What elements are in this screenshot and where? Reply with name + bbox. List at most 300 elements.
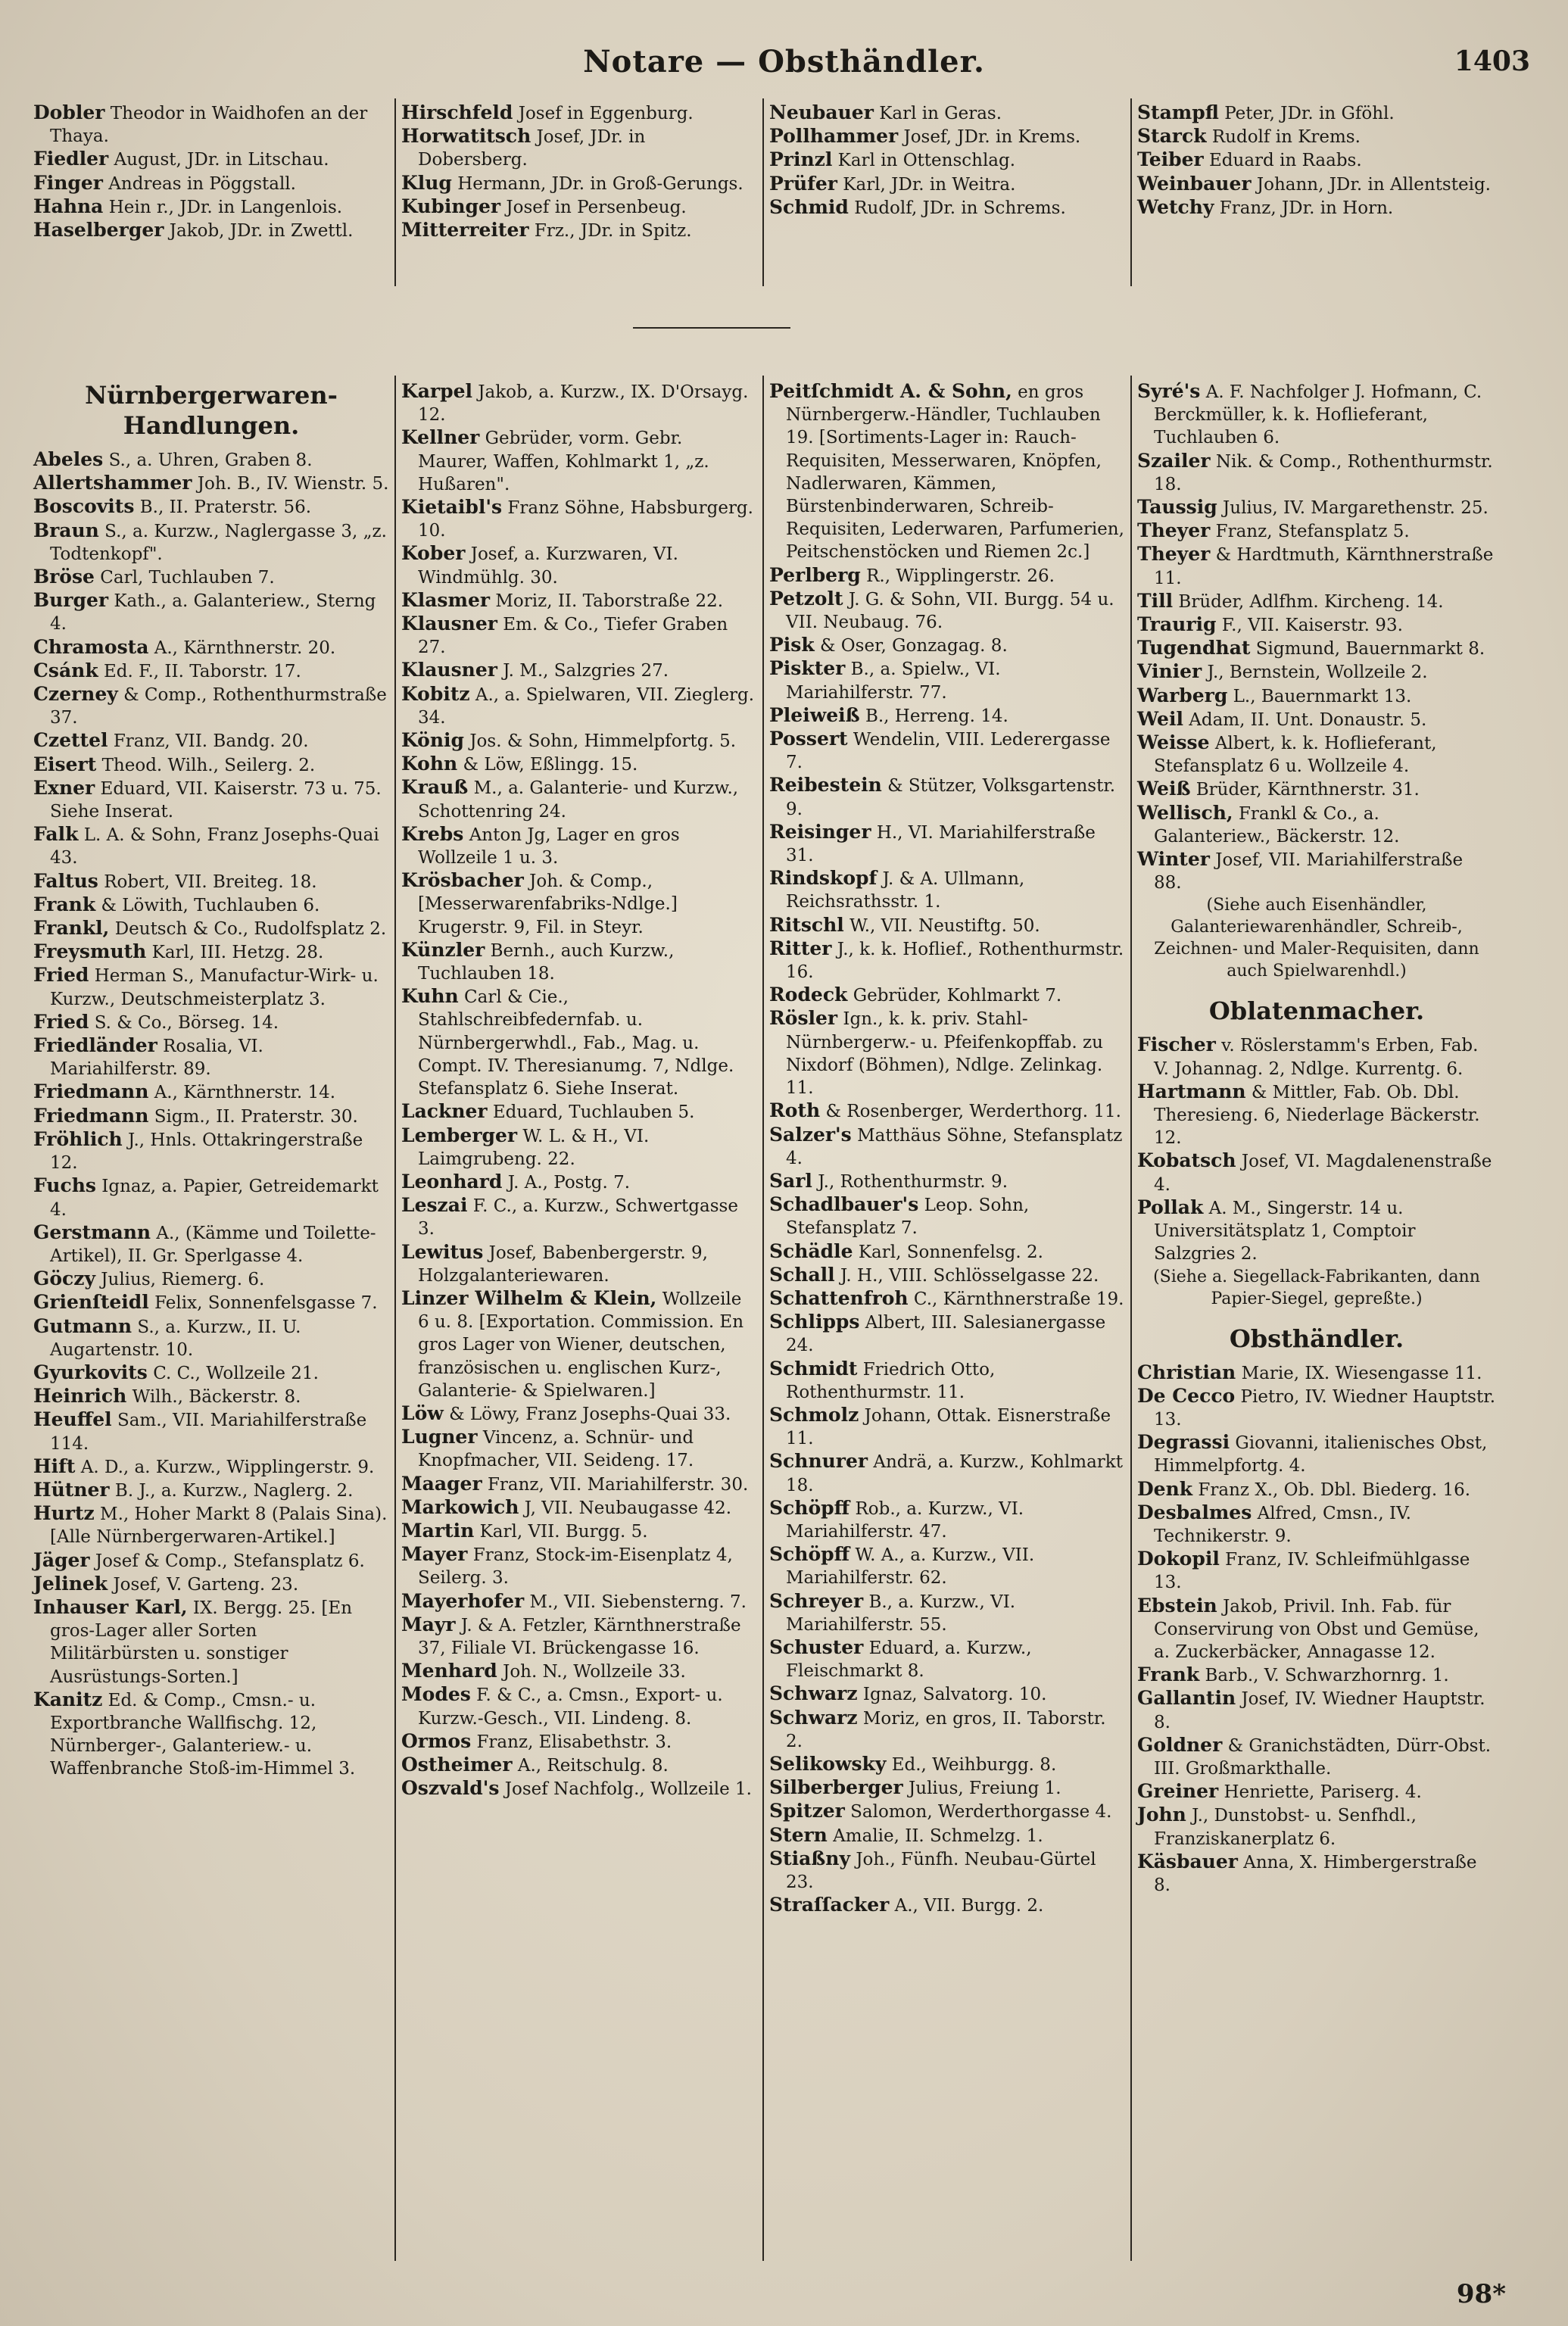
entry-details: Albert, k. k. Hoflieferant, Stefansplatz 6 u. Wollzeile 4. (1154, 734, 1437, 777)
entry-name: Kanitz (33, 1688, 103, 1710)
entry-details: B., Herreng. 14. (865, 706, 1008, 726)
entry-name: Schwarz (769, 1682, 858, 1705)
entry-details: W. A., a. Kurzw., VII. Mariahilferstr. 62. (786, 1545, 1035, 1589)
section-heading: Oblatenmacher. (1208, 996, 1425, 1026)
entry-name: Mayr (401, 1613, 456, 1635)
entry-details: Pietro, IV. Wiedner Hauptstr. 13. (1154, 1386, 1496, 1430)
section-heading: Obsthändler. (1229, 1324, 1404, 1353)
entry-details: Karl in Ottenschlag. (837, 151, 1016, 171)
directory-entry (401, 823, 757, 869)
directory-entry (769, 1497, 1125, 1543)
directory-entry (769, 984, 1125, 1007)
entry-details: B., II. Praterstr. 56. (139, 497, 312, 518)
directory-entry (33, 1549, 389, 1573)
directory-entry (769, 1800, 1125, 1823)
page-header (0, 44, 1568, 89)
entry-details: Frankl & Co., a. Galanteriew., Bäckerstr. 12. (1154, 803, 1400, 847)
entry-name: Friedmann (33, 1080, 149, 1103)
column-3 (769, 380, 1125, 1917)
directory-entry (401, 589, 757, 613)
entry-name: Dobler (33, 101, 105, 123)
directory-entry (33, 148, 389, 171)
directory-entry (401, 1171, 757, 1194)
directory-entry (33, 219, 389, 242)
entry-details: Eduard, a. Kurzw., Fleischmarkt 8. (786, 1638, 1032, 1682)
entry-name: Neubauer (769, 101, 874, 123)
entry-name: Braun (33, 519, 99, 541)
entry-details: Franz, Stock-im-Eisenplatz 4, Seilerg. 3. (418, 1545, 733, 1589)
entry-details: Jakob, Privil. Inh. Fab. für Conservirung von Obst und Gemüse, a. Zuckerbäcker, Annagasse 12. (1154, 1596, 1479, 1662)
entry-details: J., k. k. Hoflief., Rothenthurmstr. 16. (786, 939, 1124, 983)
entry-name: Stiaßny (769, 1847, 850, 1869)
entry-name: Gutmann (33, 1314, 132, 1337)
entry-name: Greiner (1137, 1780, 1219, 1803)
directory-entry (769, 1847, 1125, 1894)
directory-entry (769, 1753, 1125, 1776)
entry-name: Schattenfroh (769, 1286, 909, 1309)
entry-details: R., Wipplingerstr. 26. (866, 566, 1055, 586)
directory-entry (33, 1291, 389, 1314)
entry-name: Fiedler (33, 148, 109, 170)
entry-details: Jakob, JDr. in Zwettl. (169, 221, 354, 242)
entry-details: B., a. Kurzw., VI. Mariahilferstr. 55. (786, 1592, 1016, 1635)
directory-entry (1137, 173, 1493, 196)
entry-details: Moriz, en gros, II. Taborstr. 2. (786, 1708, 1106, 1751)
entry-name: Gyurkovits (33, 1361, 148, 1383)
entry-details: & Mittler, Fab. Ob. Dbl. Theresieng. 6, Niederlage Bäckerstr. 12. (1154, 1082, 1480, 1149)
entry-details: Matthäus Söhne, Stefansplatz 4. (786, 1125, 1123, 1168)
entry-details: Karl in Geras. (879, 104, 1002, 123)
entry-name: Warberg (1137, 684, 1228, 706)
entry-details: IX. Bergg. 25. [En gros-Lager aller Sorten Militärbürsten u. sonstiger Ausrüstungs-Sorten.] (50, 1598, 353, 1687)
entry-name: Salzer's (769, 1123, 852, 1146)
directory-entry (401, 219, 757, 242)
entry-name: Hartmann (1137, 1080, 1246, 1102)
entry-name: Piskter (769, 657, 846, 680)
entry-name: Perlberg (769, 563, 861, 586)
entry-name: Lemberger (401, 1124, 518, 1146)
directory-entry (33, 917, 389, 940)
entry-details: Julius, Riemerg. 6. (101, 1270, 265, 1290)
directory-entry (401, 939, 757, 985)
column-rule (394, 98, 396, 286)
entry-details: J. & A. Fetzler, Kärnthnerstraße 37, Filiale VI. Brückengasse 16. (418, 1615, 741, 1658)
entry-name: Ebstein (1137, 1594, 1217, 1617)
entry-details: J., Hnls. Ottakringerstraße 12. (50, 1130, 363, 1174)
entry-name: Inhauser Karl, (33, 1595, 188, 1618)
entry-details: Franz, JDr. in Horn. (1219, 198, 1394, 218)
entry-details: Bernh., auch Kurzw., Tuchlauben 18. (418, 940, 675, 984)
entry-details: Joh. N., Wollzeile 33. (503, 1662, 686, 1682)
entry-details: Ed. F., II. Taborstr. 17. (103, 661, 301, 681)
entry-details: J. & A. Ullmann, Reichsrathsstr. 1. (786, 869, 1025, 912)
entry-name: Klug (401, 171, 452, 194)
entry-details: Herman S., Manufactur-Wirk- u. Kurzw., Deutschmeisterplatz 3. (50, 966, 379, 1009)
entry-details: Frz., JDr. in Spitz. (534, 221, 692, 242)
entry-name: Schmolz (769, 1403, 859, 1426)
directory-entry (769, 173, 1125, 196)
entry-details: Wilh., Bäckerstr. 8. (132, 1387, 301, 1408)
entry-details: Adam, II. Unt. Donaustr. 5. (1189, 709, 1427, 730)
entry-name: Ritter (769, 937, 832, 959)
cross-reference-note: (Siehe auch Eisenhändler, Galanteriewarenhändler, Schreib-, Zeichnen- und Maler-Requisiten, dann auch Spielwarenhdl.) (1154, 896, 1479, 981)
entry-details: Jos. & Sohn, Himmelpfortg. 5. (469, 731, 737, 752)
entry-details: Giovanni, italienisches Obst, Himmelpfortg. 4. (1154, 1433, 1488, 1476)
entry-details: Karl, VII. Burgg. 5. (479, 1521, 648, 1542)
directory-entry (769, 1636, 1125, 1682)
entry-name: Traurig (1137, 613, 1217, 636)
directory-entry (33, 729, 389, 753)
entry-name: Löw (401, 1402, 444, 1424)
entry-name: Kober (401, 542, 466, 565)
directory-entry (33, 1408, 389, 1455)
entry-details: Sigmund, Bauernmarkt 8. (1255, 639, 1485, 659)
entry-details: Joh. B., IV. Wienstr. 5. (197, 474, 389, 494)
directory-entry (769, 1193, 1125, 1239)
entry-details: Franz, IV. Schleifmühlgasse 13. (1154, 1550, 1470, 1593)
entry-details: Nik. & Comp., Rothenthurmstr. 18. (1154, 451, 1493, 494)
directory-entry (769, 1894, 1125, 1917)
directory-entry (401, 1730, 757, 1754)
directory-entry (769, 125, 1125, 148)
directory-entry (401, 776, 757, 822)
entry-name: Schuster (769, 1635, 864, 1658)
entry-name: Bröse (33, 566, 95, 588)
entry-name: Heinrich (33, 1385, 127, 1408)
directory-entry (33, 1502, 389, 1548)
directory-entry (401, 1614, 757, 1660)
directory-entry (1137, 660, 1496, 684)
directory-entry (769, 1099, 1125, 1123)
entry-name: Frank (33, 893, 96, 915)
directory-entry (1137, 543, 1496, 589)
entry-name: Gallantin (1137, 1687, 1236, 1710)
entry-details: M., VII. Siebensterng. 7. (529, 1592, 747, 1612)
entry-name: Fried (33, 1010, 89, 1033)
entry-details: Gebrüder, vorm. Gebr. Maurer, Waffen, Kohlmarkt 1, „z. Hußaren". (418, 429, 709, 494)
entry-name: Schmid (769, 195, 849, 218)
directory-entry (33, 1105, 389, 1128)
entry-details: Felix, Sonnenfelsgasse 7. (154, 1293, 378, 1314)
directory-entry (33, 683, 389, 729)
entry-details: A. D., a. Kurzw., Wipplingerstr. 9. (80, 1457, 375, 1477)
entry-details: F., VII. Kaiserstr. 93. (1221, 616, 1403, 636)
directory-entry (33, 777, 389, 823)
entry-name: Schadlbauer's (769, 1193, 919, 1216)
entry-details: & Comp., Rothenthurmstraße 37. (50, 685, 387, 728)
top-column-1 (33, 101, 389, 242)
entry-details: Josef, V. Garteng. 23. (113, 1574, 299, 1595)
directory-entry (401, 1426, 757, 1472)
entry-name: Leonhard (401, 1170, 503, 1193)
directory-entry (769, 380, 1125, 564)
directory-entry (401, 195, 757, 219)
page-title: Notare — Obsthändler. (583, 44, 985, 80)
directory-entry (401, 1520, 757, 1543)
column-rule (1130, 376, 1132, 2261)
entry-details: Brüder, Adlfhm. Kircheng. 14. (1178, 591, 1444, 612)
entry-name: Stern (769, 1823, 828, 1846)
entry-name: Chramosta (33, 635, 149, 658)
entry-name: Rindskopf (769, 867, 878, 890)
directory-entry (33, 1361, 389, 1385)
directory-entry (769, 657, 1125, 703)
entry-details: Amalie, II. Schmelzg. 1. (833, 1826, 1043, 1846)
entry-name: Schall (769, 1263, 835, 1286)
entry-details: Moriz, II. Taborstraße 22. (495, 591, 724, 611)
directory-entry (1137, 1034, 1496, 1080)
directory-entry (33, 101, 389, 148)
entry-details: Jakob, a. Kurzw., IX. D'Orsayg. 12. (418, 382, 749, 426)
directory-entry (401, 125, 757, 171)
directory-entry (769, 1264, 1125, 1287)
entry-name: Maager (401, 1472, 482, 1495)
entry-name: Schmidt (769, 1357, 858, 1380)
entry-name: Hirschfeld (401, 101, 513, 123)
directory-entry (769, 588, 1125, 634)
entry-details: Eduard, VII. Kaiserstr. 73 u. 75. Siehe Inserat. (50, 778, 382, 822)
directory-entry (401, 1660, 757, 1683)
directory-entry (1137, 496, 1496, 519)
entry-details: C. C., Wollzeile 21. (153, 1363, 319, 1383)
directory-entry (401, 1241, 757, 1287)
entry-name: Künzler (401, 938, 485, 961)
entry-name: Teiber (1137, 148, 1204, 171)
entry-details: S., a. Kurzw., Naglergasse 3, „z. Todtenkopf". (50, 521, 387, 564)
entry-name: Peitſchmidt A. & Sohn, (769, 380, 1012, 402)
directory-entry (769, 564, 1125, 588)
section-heading-line: Handlungen. (123, 411, 300, 440)
directory-entry (401, 613, 757, 659)
entry-name: Prüfer (769, 172, 837, 195)
directory-entry (769, 1170, 1125, 1193)
entry-details: W. L. & H., VI. Laimgrubeng. 22. (418, 1126, 650, 1169)
directory-entry (769, 1404, 1125, 1450)
entry-details: & Löw, Eßlingg. 15. (463, 755, 638, 775)
entry-name: Spitzer (769, 1800, 845, 1822)
entry-details: Johann, Ottak. Eisnerstraße 11. (786, 1405, 1111, 1449)
entry-details: Em. & Co., Tiefer Graben 27. (418, 615, 728, 658)
entry-details: S. & Co., Börseg. 14. (94, 1012, 279, 1033)
entry-name: Friedmann (33, 1104, 149, 1127)
entry-name: Fried (33, 964, 89, 987)
entry-details: Rudolf in Krems. (1211, 127, 1361, 148)
entry-name: Rodeck (769, 984, 848, 1006)
directory-entry (33, 519, 389, 566)
printer-signature: 98* (1456, 2279, 1506, 2309)
entry-name: Boscovits (33, 495, 135, 518)
directory-entry (401, 1754, 757, 1777)
entry-details: Franz X., Ob. Dbl. Biederg. 16. (1198, 1479, 1471, 1500)
entry-name: Theyer (1137, 519, 1211, 542)
entry-details: Gebrüder, Kohlmarkt 7. (853, 986, 1062, 1006)
column-rule (762, 98, 764, 286)
entry-details: Rudolf, JDr. in Schrems. (854, 198, 1066, 218)
entry-details: M., a. Galanterie- und Kurzw., Schottenring 24. (418, 778, 739, 822)
directory-entry (401, 659, 757, 682)
entry-details: Franz, VII. Mariahilferstr. 30. (487, 1474, 749, 1495)
directory-entry (1137, 1431, 1496, 1477)
directory-entry (401, 1777, 757, 1801)
section-separator (633, 327, 790, 329)
directory-entry (33, 1479, 389, 1502)
entry-details: A. M., Singerstr. 14 u. Universitätsplatz 1, Comptoir Salzgries 2. (1154, 1198, 1416, 1264)
entry-details: Andrä, a. Kurzw., Kohlmarkt 18. (786, 1452, 1123, 1495)
entry-details: Franz Söhne, Habsburgerg. 10. (418, 498, 753, 541)
directory-entry (769, 1450, 1125, 1496)
directory-entry (33, 1596, 389, 1688)
directory-entry (1137, 1851, 1496, 1897)
directory-entry (769, 774, 1125, 820)
entry-details: J. H., VIII. Schlösselgasse 22. (840, 1265, 1099, 1286)
entry-name: Silberberger (769, 1776, 903, 1799)
directory-entry (769, 821, 1125, 867)
entry-details: Andreas in Pöggstall. (108, 173, 296, 194)
entry-details: Theod. Wilh., Seilerg. 2. (101, 755, 316, 775)
directory-entry (33, 753, 389, 777)
directory-entry (1137, 708, 1496, 731)
entry-details: H., VI. Mariahilferstraße 31. (786, 822, 1096, 866)
entry-name: Rösler (769, 1007, 838, 1030)
directory-entry (401, 1100, 757, 1124)
directory-entry (33, 636, 389, 659)
entry-details: Peter, JDr. in Gföhl. (1224, 104, 1395, 123)
entry-details: Ignaz, Salvatorg. 10. (862, 1685, 1047, 1705)
directory-entry (401, 1124, 757, 1171)
entry-name: Schlipps (769, 1311, 860, 1333)
entry-details: Robert, VII. Breiteg. 18. (104, 871, 317, 892)
directory-entry (1137, 1478, 1496, 1501)
entry-name: Freysmuth (33, 940, 147, 963)
entry-details: Julius, IV. Margarethenstr. 25. (1223, 498, 1489, 519)
entry-name: Klausner (401, 613, 497, 635)
entry-details: Josef, Babenbergerstr. 9, Holzgalanteriewaren. (418, 1243, 708, 1286)
entry-name: Straſſacker (769, 1894, 890, 1916)
directory-entry (769, 867, 1125, 913)
entry-details: & Löwith, Tuchlauben 6. (101, 895, 320, 915)
entry-name: Roth (769, 1099, 821, 1122)
entry-name: Krauß (401, 776, 469, 799)
directory-entry (769, 1543, 1125, 1589)
directory-entry (1137, 125, 1493, 148)
entry-details: Josef & Comp., Stefansplatz 6. (95, 1551, 365, 1571)
entry-name: Kobatsch (1137, 1149, 1236, 1172)
entry-name: Frank (1137, 1663, 1200, 1686)
entry-details: A., Kärnthnerstr. 14. (154, 1083, 336, 1103)
entry-details: Barb., V. Schwarzhornrg. 1. (1205, 1666, 1449, 1686)
entry-details: Josef in Eggenburg. (518, 104, 694, 123)
entry-details: A., VII. Burgg. 2. (894, 1896, 1044, 1916)
top-column-4 (1137, 101, 1493, 220)
entry-details: & Stützer, Volksgartenstr. 9. (786, 776, 1116, 819)
directory-entry (401, 985, 757, 1100)
entry-name: Eisert (33, 753, 97, 775)
directory-entry (769, 1590, 1125, 1636)
entry-details: Alfred, Cmsn., IV. Technikerstr. 9. (1154, 1503, 1411, 1546)
directory-entry (33, 448, 389, 472)
directory-entry (769, 1311, 1125, 1357)
entry-details: A. F. Nachfolger J. Hofmann, C. Berckmüller, k. k. Hoflieferant, Tuchlauben 6. (1154, 382, 1482, 448)
entry-name: Jelinek (33, 1572, 108, 1595)
directory-entry (401, 380, 757, 426)
column-rule (1130, 98, 1132, 286)
entry-details: Josef, VI. Magdalenenstraße 4. (1154, 1152, 1492, 1195)
entry-details: S., a. Kurzw., II. U. Augartenstr. 10. (50, 1317, 301, 1360)
entry-name: Schöpff (769, 1496, 850, 1519)
section-heading-line: Nürnbergerwaren- (85, 381, 338, 410)
entry-name: Burger (33, 589, 109, 612)
entry-details: Karl, III. Hetzg. 28. (151, 943, 324, 963)
entry-name: Possert (769, 728, 848, 750)
entry-details: Vincenz, a. Schnür- und Knopfmacher, VII. Seideng. 17. (418, 1428, 694, 1471)
directory-entry (401, 1496, 757, 1520)
directory-entry (1137, 1687, 1496, 1733)
directory-entry (33, 495, 389, 519)
entry-name: Grienſteidl (33, 1291, 149, 1314)
directory-entry (33, 1573, 389, 1596)
directory-entry (401, 729, 757, 753)
entry-details: Deutsch & Co., Rudolfsplatz 2. (114, 919, 387, 940)
directory-entry (769, 1007, 1125, 1099)
entry-name: Klasmer (401, 588, 491, 611)
entry-name: Lugner (401, 1426, 478, 1448)
column-2 (401, 380, 757, 1801)
entry-name: Kellner (401, 426, 480, 449)
entry-name: Pollak (1137, 1196, 1204, 1218)
directory-entry (33, 1385, 389, 1408)
entry-name: König (401, 729, 465, 752)
entry-details: Marie, IX. Wiesengasse 11. (1241, 1363, 1482, 1383)
entry-name: Lewitus (401, 1240, 484, 1263)
top-column-2 (401, 101, 757, 242)
entry-name: Fröhlich (33, 1127, 123, 1150)
entry-name: Denk (1137, 1477, 1193, 1500)
entry-details: Wendelin, VIII. Lederergasse 7. (786, 730, 1111, 773)
directory-entry (769, 1707, 1125, 1753)
entry-name: John (1137, 1804, 1186, 1826)
directory-entry (33, 870, 389, 893)
entry-name: Till (1137, 589, 1174, 612)
entry-details: & Löwy, Franz Josephs-Quai 33. (449, 1404, 731, 1424)
entry-details: Kath., a. Galanteriew., Sterng 4. (50, 591, 376, 635)
entry-details: Josef, JDr. in Dobersberg. (418, 127, 646, 170)
entry-details: Brüder, Kärnthnerstr. 31. (1195, 780, 1420, 800)
entry-name: Selikowsky (769, 1752, 887, 1775)
directory-entry (769, 196, 1125, 220)
directory-entry (1137, 802, 1496, 848)
directory-entry (33, 1267, 389, 1291)
entry-name: Heuffel (33, 1408, 112, 1431)
directory-entry (1137, 848, 1496, 894)
entry-name: Schwarz (769, 1706, 858, 1729)
entry-name: Tugendhat (1137, 637, 1251, 659)
directory-entry (769, 1358, 1125, 1404)
entry-details: Carl & Cie., Stahlschreibfedernfab. u. Nürnbergerwhdl., Fab., Mag. u. Compt. IV. Theresianumg. 7, Ndlge. Stefansplatz 6. Siehe Inserat. (418, 987, 734, 1099)
entry-details: Eduard in Raabs. (1209, 151, 1362, 171)
entry-details: J., Rothenthurmstr. 9. (818, 1171, 1008, 1192)
directory-entry (1137, 684, 1496, 708)
entry-details: Josef Nachfolg., Wollzeile 1. (504, 1779, 752, 1800)
entry-details: August, JDr. in Litschau. (114, 150, 329, 170)
directory-entry (769, 937, 1125, 984)
entry-name: Reibestein (769, 774, 882, 797)
directory-entry (769, 1287, 1125, 1311)
directory-entry (401, 1402, 757, 1426)
entry-details: & Oser, Gonzagag. 8. (820, 636, 1008, 656)
entry-name: Mayerhofer (401, 1589, 525, 1612)
entry-details: Ignaz, a. Papier, Getreidemarkt 4. (50, 1177, 379, 1220)
entry-details: Franz, Stefansplatz 5. (1215, 522, 1410, 542)
